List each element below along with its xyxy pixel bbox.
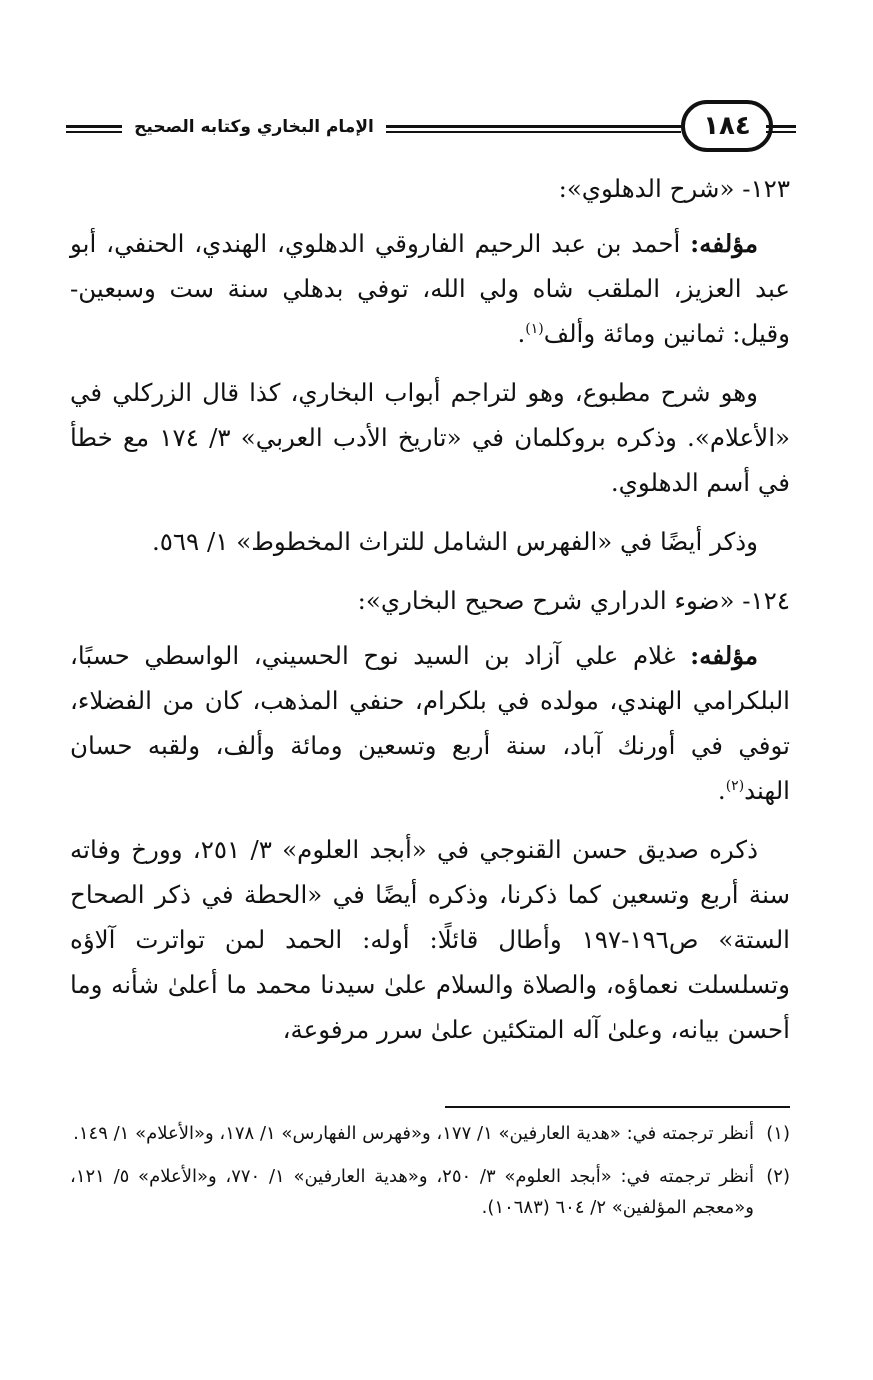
footnotes <box>70 1118 790 1235</box>
page-number-badge: ١٨٤ <box>681 100 773 152</box>
footnote-text: أنظر ترجمته في: «أبجد العلوم» ٣/ ٢٥٠، و«هدية العارفين» ١/ ٧٧٠، و«الأعلام» ٥/ ١٢١، و«معجم المؤلفين» ٢/ ٦٠٤ (١٠٦٨٣). <box>70 1166 754 1218</box>
paragraph: وهو شرح مطبوع، وهو لتراجم أبواب البخاري، كذا قال الزركلي في «الأعلام». وذكره بروكلمان في «تاريخ الأدب العربي» ٣/ ١٧٤ مع خطأ في أسم الدهلوي. <box>70 378 791 497</box>
paragraph: وذكر أيضًا في «الفهرس الشامل للتراث المخطوط» ١/ ٥٦٩. <box>151 527 758 556</box>
header-rule-left <box>66 125 122 133</box>
author-text: غلام علي آزاد بن السيد نوح الحسيني، الواسطي حسبًا، البلكرامي الهندي، مولده في بلكرام، حنفي المذهب، كان من الفضلاء، توفي في أورنك آباد، سنة أربع وتسعين ومائة وألف، ولقبه حسان الهند <box>70 641 790 805</box>
footnote-item <box>70 1161 790 1223</box>
sentence-end: . <box>517 319 526 348</box>
page-header <box>66 100 796 156</box>
author-paragraph-124 <box>70 633 790 813</box>
running-title: الإمام البخاري وكتابه الصحيح <box>134 117 374 137</box>
main-text <box>70 166 790 1066</box>
footnote-number: (٢) <box>766 1166 790 1187</box>
author-label: مؤلفه: <box>690 641 758 670</box>
header-rule-right <box>766 125 796 133</box>
header-rule-middle <box>386 125 681 133</box>
footnote-separator <box>445 1106 790 1108</box>
author-paragraph-123 <box>70 221 790 356</box>
entry-heading-124: ١٢٤- «ضوء الدراري شرح صحيح البخاري»: <box>357 586 790 615</box>
footnote-number: (١) <box>766 1123 790 1144</box>
footnote-text: أنظر ترجمته في: «هدية العارفين» ١/ ١٧٧، و«فهرس الفهارس» ١/ ١٧٨، و«الأعلام» ١/ ١٤٩. <box>73 1123 754 1144</box>
entry-heading-123: ١٢٣- «شرح الدهلوي»: <box>558 174 790 203</box>
author-text: أحمد بن عبد الرحيم الفاروقي الدهلوي، الهندي، الحنفي، أبو عبد العزيز، الملقب شاه ولي الله، توفي بدهلي سنة ست وسبعين- وقيل: ثمانين ومائة وألف <box>70 229 790 348</box>
footnote-ref-2: (٢) <box>725 777 745 794</box>
sentence-end: . <box>717 776 726 805</box>
footnote-ref-1: (١) <box>525 320 544 337</box>
author-label: مؤلفه: <box>690 229 758 258</box>
footnote-item <box>70 1118 790 1149</box>
paragraph: ذكره صديق حسن القنوجي في «أبجد العلوم» ٣/ ٢٥١، وورخ وفاته سنة أربع وتسعين كما ذكرنا، وذكره أيضًا في «الحطة في ذكر الصحاح الستة» ص١٩٦-١٩٧ وأطال قائلًا: أوله: الحمد لمن تواترت آلاؤه وتسلسلت نعماؤه، والصلاة والسلام علىٰ سيدنا محمد ما أعلىٰ شأنه وما أحسن بيانه، وعلىٰ آله المتكئين علىٰ سرر مرفوعة، <box>70 835 790 1044</box>
